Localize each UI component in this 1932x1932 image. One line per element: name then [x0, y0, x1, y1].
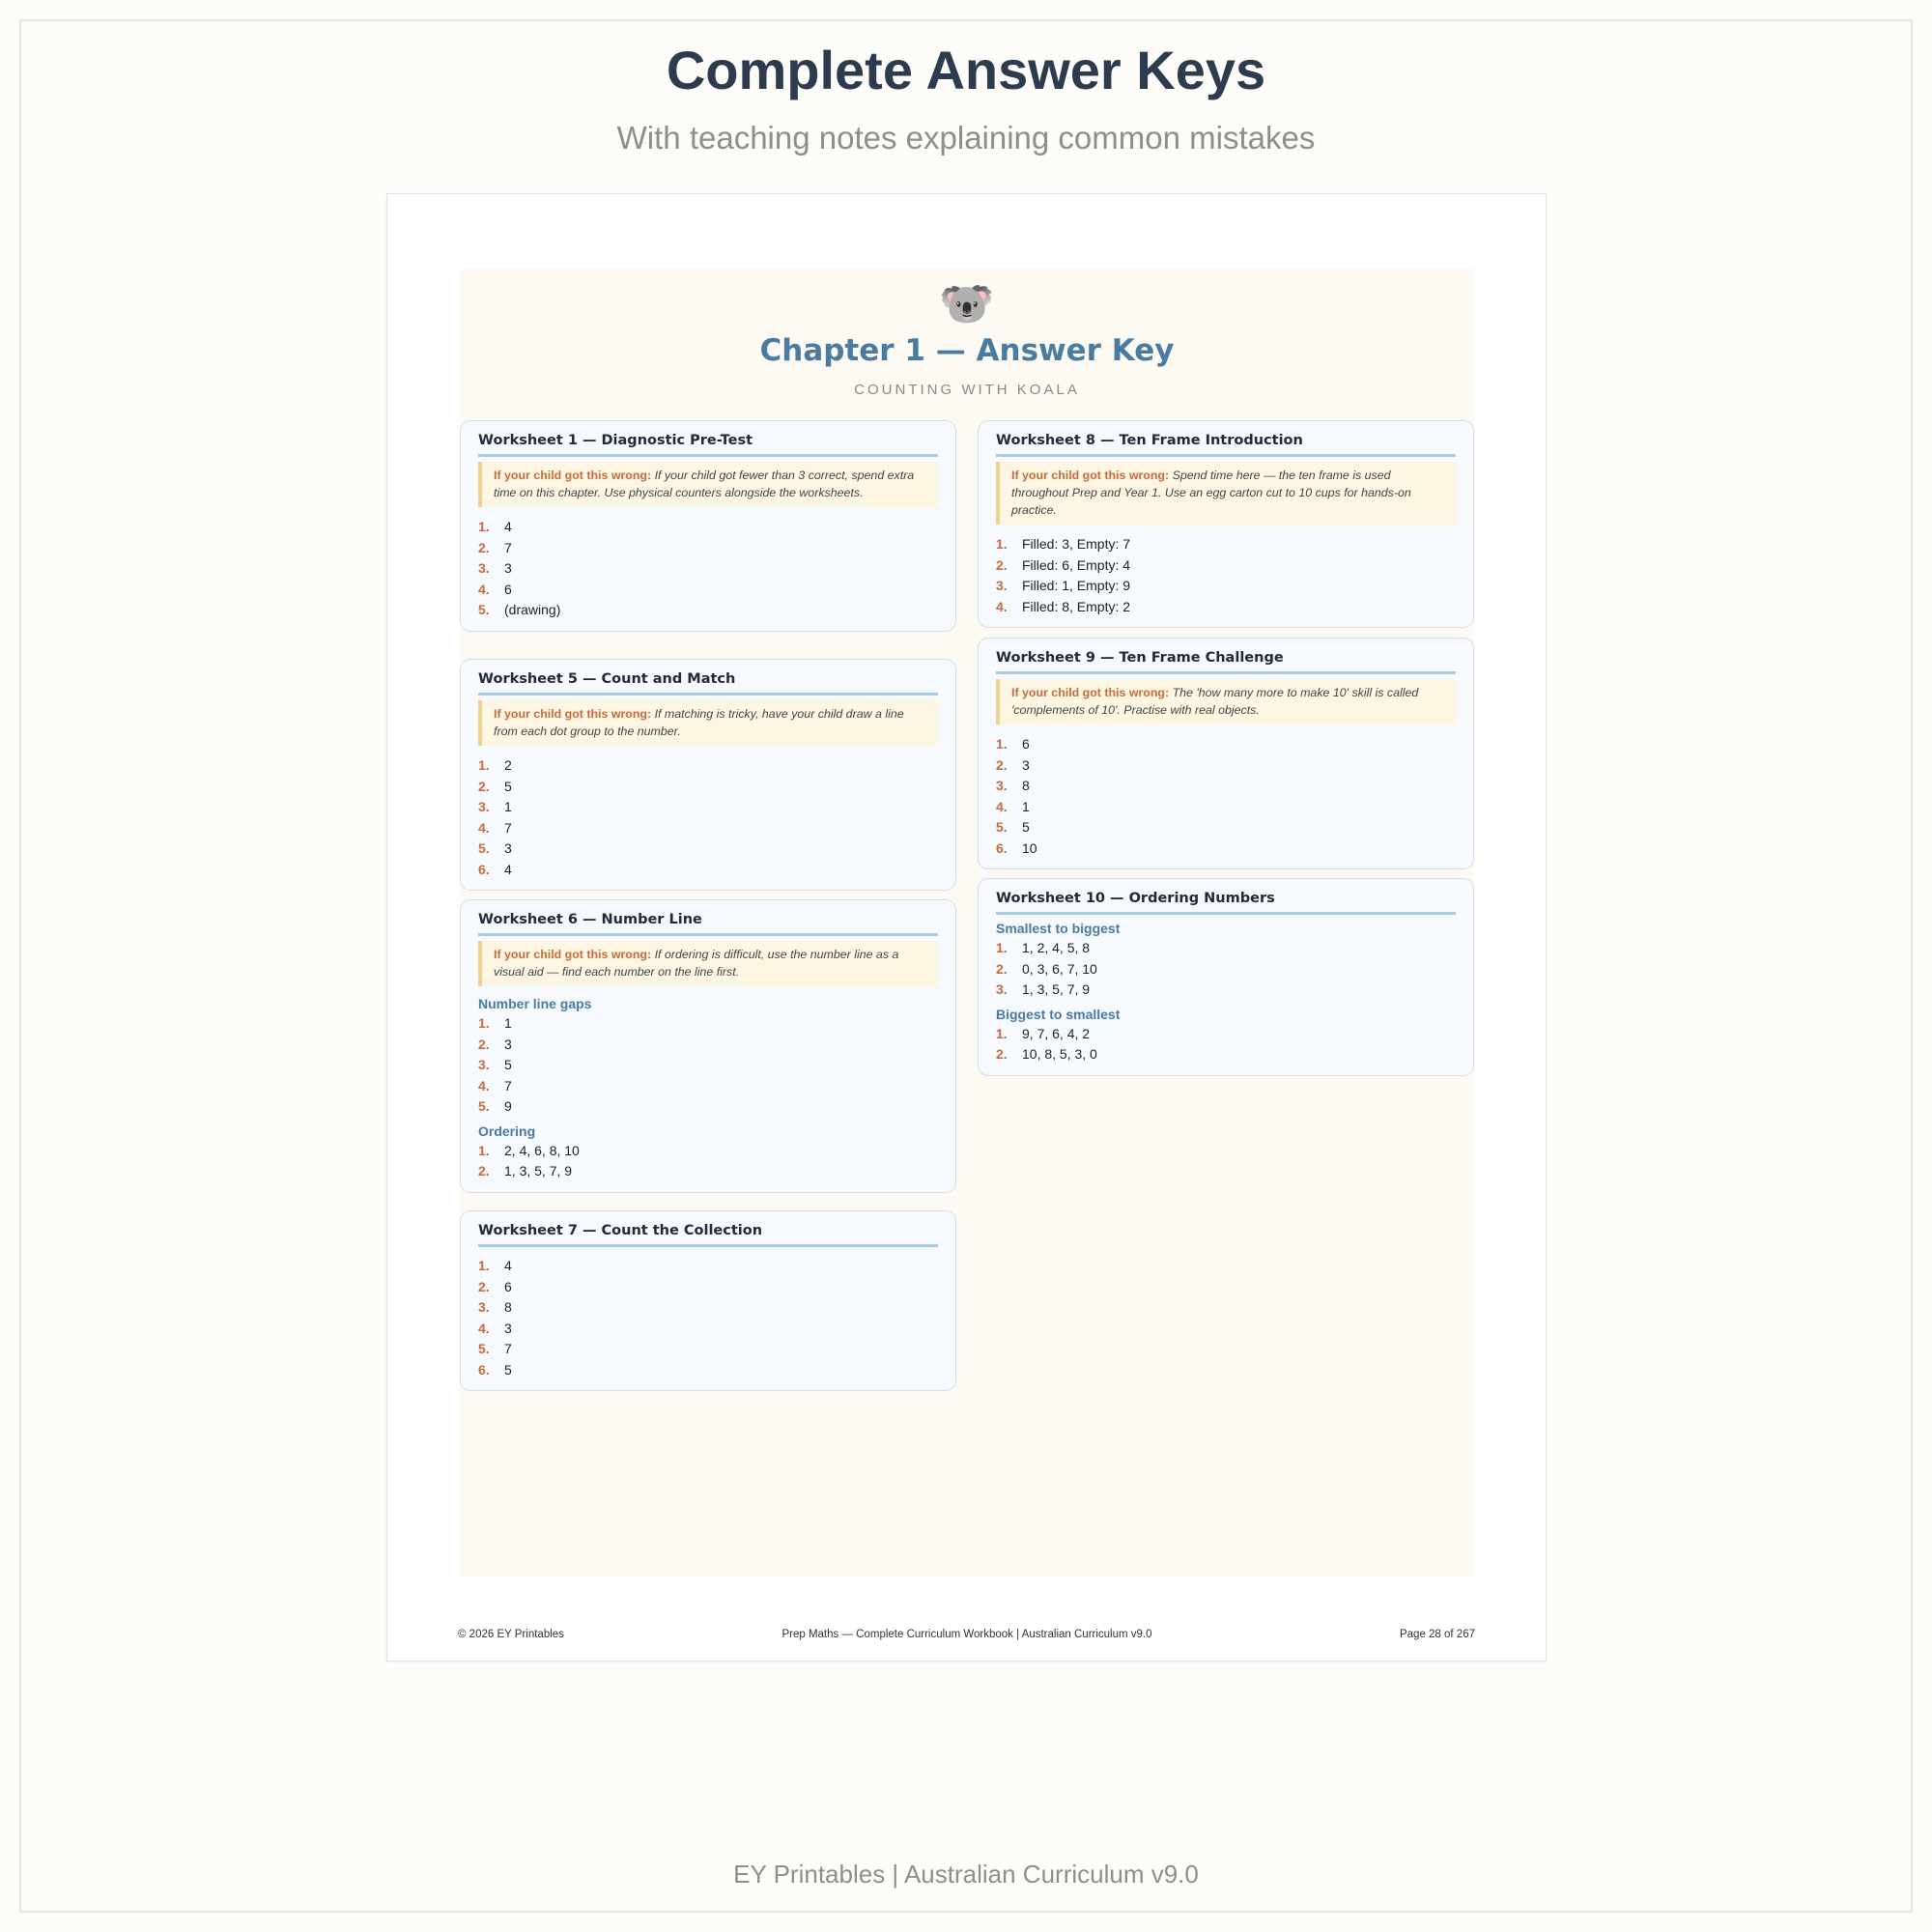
answer-number: 6. [996, 839, 1008, 856]
answer-number: 5. [478, 602, 490, 617]
answer-value: 6 [504, 581, 512, 597]
answer-row [996, 534, 1456, 555]
footer-copyright: © 2026 EY Printables [458, 1629, 564, 1640]
worksheet-title: Worksheet 6 — Number Line [478, 912, 938, 936]
answer-value: Filled: 3, Empty: 7 [1022, 536, 1131, 552]
answer-value: 5 [504, 778, 512, 794]
answer-value: 2 [504, 757, 512, 773]
answer-value: 4 [504, 1258, 512, 1273]
section-label: Number line gaps [478, 996, 592, 1011]
answer-value: 3 [504, 1036, 512, 1052]
teaching-note-text: If matching is tricky, have your child draw a line from each dot group to the number. [494, 707, 904, 738]
teaching-note [478, 462, 938, 507]
answer-value: 3 [504, 560, 512, 576]
answer-number: 5. [996, 819, 1008, 835]
answer-row [996, 938, 1456, 959]
chapter-title: Chapter 1 — Answer Key [759, 333, 1175, 368]
answer-value: 1 [504, 799, 512, 814]
answer-value: 1 [1022, 798, 1030, 814]
answer-number: 5. [478, 840, 490, 856]
answer-row [478, 1277, 938, 1298]
answer-number: 4. [478, 1320, 490, 1336]
teaching-note-text: If your child got fewer than 3 correct, spend extra time on this chapter. Use physical counters alongside the worksheets. [494, 469, 915, 499]
chapter-subtitle: COUNTING WITH KOALA [854, 382, 1080, 398]
answer-number: 3. [478, 1299, 490, 1315]
section-label: Ordering [478, 1122, 536, 1139]
worksheet-title: Worksheet 8 — Ten Frame Introduction [996, 433, 1456, 457]
footer-book-title: Prep Maths — Complete Curriculum Workbook | Australian Curriculum v9.0 [781, 1629, 1152, 1640]
teaching-note [996, 462, 1456, 525]
answer-row [996, 817, 1456, 838]
answer-number: 2. [478, 778, 490, 794]
answer-row [996, 576, 1456, 597]
answer-row [478, 797, 938, 818]
answer-number: 5. [478, 1341, 490, 1356]
answer-value: 8 [504, 1299, 512, 1315]
answer-number: 3. [478, 799, 490, 814]
answer-row [478, 538, 938, 559]
worksheet-title: Worksheet 7 — Count the Collection [478, 1223, 938, 1247]
answer-row [996, 980, 1456, 1001]
answer-value: 7 [504, 1077, 512, 1094]
answer-row [478, 1076, 938, 1097]
answer-row [478, 580, 938, 601]
worksheet-card [460, 420, 956, 632]
answer-row [478, 517, 938, 538]
answer-row [478, 558, 938, 580]
answer-value: 6 [1022, 736, 1030, 752]
answer-value: 10 [1022, 839, 1037, 856]
answer-row [478, 818, 938, 839]
answer-value: 3 [504, 1320, 512, 1336]
teaching-note-label: If your child got this wrong: [494, 707, 652, 721]
answer-value: 5 [504, 1057, 512, 1072]
worksheet-card [978, 878, 1474, 1076]
worksheet-card [460, 659, 956, 891]
answer-number: 1. [478, 1142, 490, 1158]
footer-page-number: Page 28 of 267 [1399, 1629, 1475, 1640]
answer-row [478, 1035, 938, 1056]
page-subtitle: With teaching notes explaining common mistakes [616, 120, 1316, 156]
answer-number: 3. [996, 578, 1008, 593]
teaching-note-text: Spend time here — the ten frame is used throughout Prep and Year 1. Use an egg carton cut to 10 cups for hands-on practice. [1011, 469, 1411, 517]
answer-value: Filled: 1, Empty: 9 [1022, 578, 1131, 593]
teaching-note [478, 700, 938, 746]
answer-value: 7 [504, 819, 512, 836]
answer-value: 1, 3, 5, 7, 9 [1022, 981, 1091, 997]
page-title: Complete Answer Keys [666, 40, 1266, 100]
answer-number: 1. [478, 1258, 490, 1273]
answer-value: Filled: 6, Empty: 4 [1022, 556, 1131, 573]
teaching-note-text: If ordering is difficult, use the number line as a visual aid — find each number on the line first. [494, 948, 899, 979]
answer-value: 10, 8, 5, 3, 0 [1022, 1046, 1097, 1062]
teaching-note-label: If your child got this wrong: [1011, 469, 1170, 482]
worksheet-card [460, 899, 956, 1193]
answer-value: 9, 7, 6, 4, 2 [1022, 1025, 1091, 1041]
answer-row [996, 776, 1456, 797]
answer-value: 4 [504, 861, 512, 877]
answer-value: 8 [1022, 778, 1030, 793]
answer-number: 3. [478, 1057, 490, 1072]
answer-row [996, 797, 1456, 818]
section-label: Biggest to smallest [996, 1006, 1121, 1022]
answer-row [478, 755, 938, 777]
worksheet-card [978, 638, 1474, 869]
answer-number: 2. [478, 539, 490, 555]
answer-value: 7 [504, 1341, 512, 1356]
answer-row [996, 755, 1456, 777]
answer-number: 6. [478, 861, 490, 877]
bottom-branding: EY Printables | Australian Curriculum v9.0 [733, 1860, 1199, 1889]
answer-row [996, 1024, 1456, 1045]
answer-number: 2. [996, 556, 1008, 573]
answer-row [478, 1360, 938, 1381]
answer-row [478, 1013, 938, 1035]
answer-row [478, 1055, 938, 1076]
answer-number: 6. [478, 1361, 490, 1378]
answer-number: 2. [478, 1163, 490, 1179]
answer-row [478, 860, 938, 881]
answer-number: 1. [996, 940, 1008, 955]
answer-value: 1, 2, 4, 5, 8 [1022, 940, 1091, 955]
answer-row [996, 555, 1456, 577]
answer-number: 2. [478, 1278, 490, 1294]
answer-number: 1. [996, 736, 1008, 752]
answer-number: 2. [996, 756, 1008, 773]
teaching-note-label: If your child got this wrong: [494, 469, 652, 482]
answer-number: 1. [478, 519, 490, 534]
worksheet-title: Worksheet 1 — Diagnostic Pre-Test [478, 433, 938, 457]
answer-value: 1, 3, 5, 7, 9 [504, 1163, 573, 1179]
answer-number: 1. [996, 1025, 1008, 1041]
answer-value: Filled: 8, Empty: 2 [1022, 598, 1131, 614]
answer-row [478, 838, 938, 860]
answer-row [478, 1339, 938, 1360]
worksheet-card [460, 1210, 956, 1391]
answer-row [478, 1256, 938, 1277]
answer-key-content [460, 269, 1474, 1577]
answer-row [478, 1161, 938, 1182]
answer-number: 3. [996, 981, 1008, 997]
answer-value: 0, 3, 6, 7, 10 [1022, 960, 1097, 977]
worksheet-card [978, 420, 1474, 628]
answer-number: 1. [478, 757, 490, 773]
answer-number: 5. [478, 1098, 490, 1114]
answer-row [478, 1141, 938, 1162]
answer-value: 2, 4, 6, 8, 10 [504, 1142, 580, 1158]
answer-row [478, 1297, 938, 1319]
answer-value: 4 [504, 519, 512, 534]
answer-number: 1. [996, 536, 1008, 552]
answer-row [478, 1096, 938, 1118]
answer-value: 7 [504, 539, 512, 555]
answer-number: 2. [996, 1046, 1008, 1062]
answer-row [478, 777, 938, 798]
answer-value: 9 [504, 1098, 512, 1114]
worksheet-title: Worksheet 5 — Count and Match [478, 671, 938, 696]
answer-number: 4. [478, 819, 490, 836]
answer-row [478, 600, 938, 621]
worksheet-title: Worksheet 9 — Ten Frame Challenge [996, 650, 1456, 674]
answer-value: 5 [1022, 819, 1030, 835]
answer-value: (drawing) [504, 602, 561, 617]
answer-number: 4. [996, 798, 1008, 814]
worksheet-page [386, 193, 1547, 1662]
answer-row [996, 597, 1456, 618]
teaching-note [996, 679, 1456, 724]
worksheet-title: Worksheet 10 — Ordering Numbers [996, 891, 1456, 915]
teaching-note-label: If your child got this wrong: [1011, 686, 1170, 699]
answer-number: 3. [478, 560, 490, 576]
answer-value: 3 [1022, 756, 1030, 773]
answer-number: 4. [478, 1077, 490, 1094]
answer-number: 1. [478, 1015, 490, 1031]
answer-number: 4. [478, 581, 490, 597]
answer-row [996, 1044, 1456, 1065]
answer-row [996, 838, 1456, 860]
answer-number: 4. [996, 598, 1008, 614]
section-label: Smallest to biggest [996, 921, 1121, 936]
answer-value: 1 [504, 1015, 512, 1031]
answer-row [996, 959, 1456, 980]
answer-number: 2. [478, 1036, 490, 1052]
answer-value: 3 [504, 840, 512, 856]
answer-row [478, 1319, 938, 1340]
answer-number: 3. [996, 778, 1008, 793]
answer-row [996, 734, 1456, 755]
teaching-note-text: The 'how many more to make 10' skill is called 'complements of 10'. Practise with real objects. [1011, 686, 1419, 717]
answer-value: 5 [504, 1361, 512, 1378]
teaching-note [478, 941, 938, 986]
koala-icon: 🐨 [939, 278, 995, 328]
teaching-note-label: If your child got this wrong: [494, 948, 652, 961]
answer-value: 6 [504, 1278, 512, 1294]
answer-number: 2. [996, 960, 1008, 977]
